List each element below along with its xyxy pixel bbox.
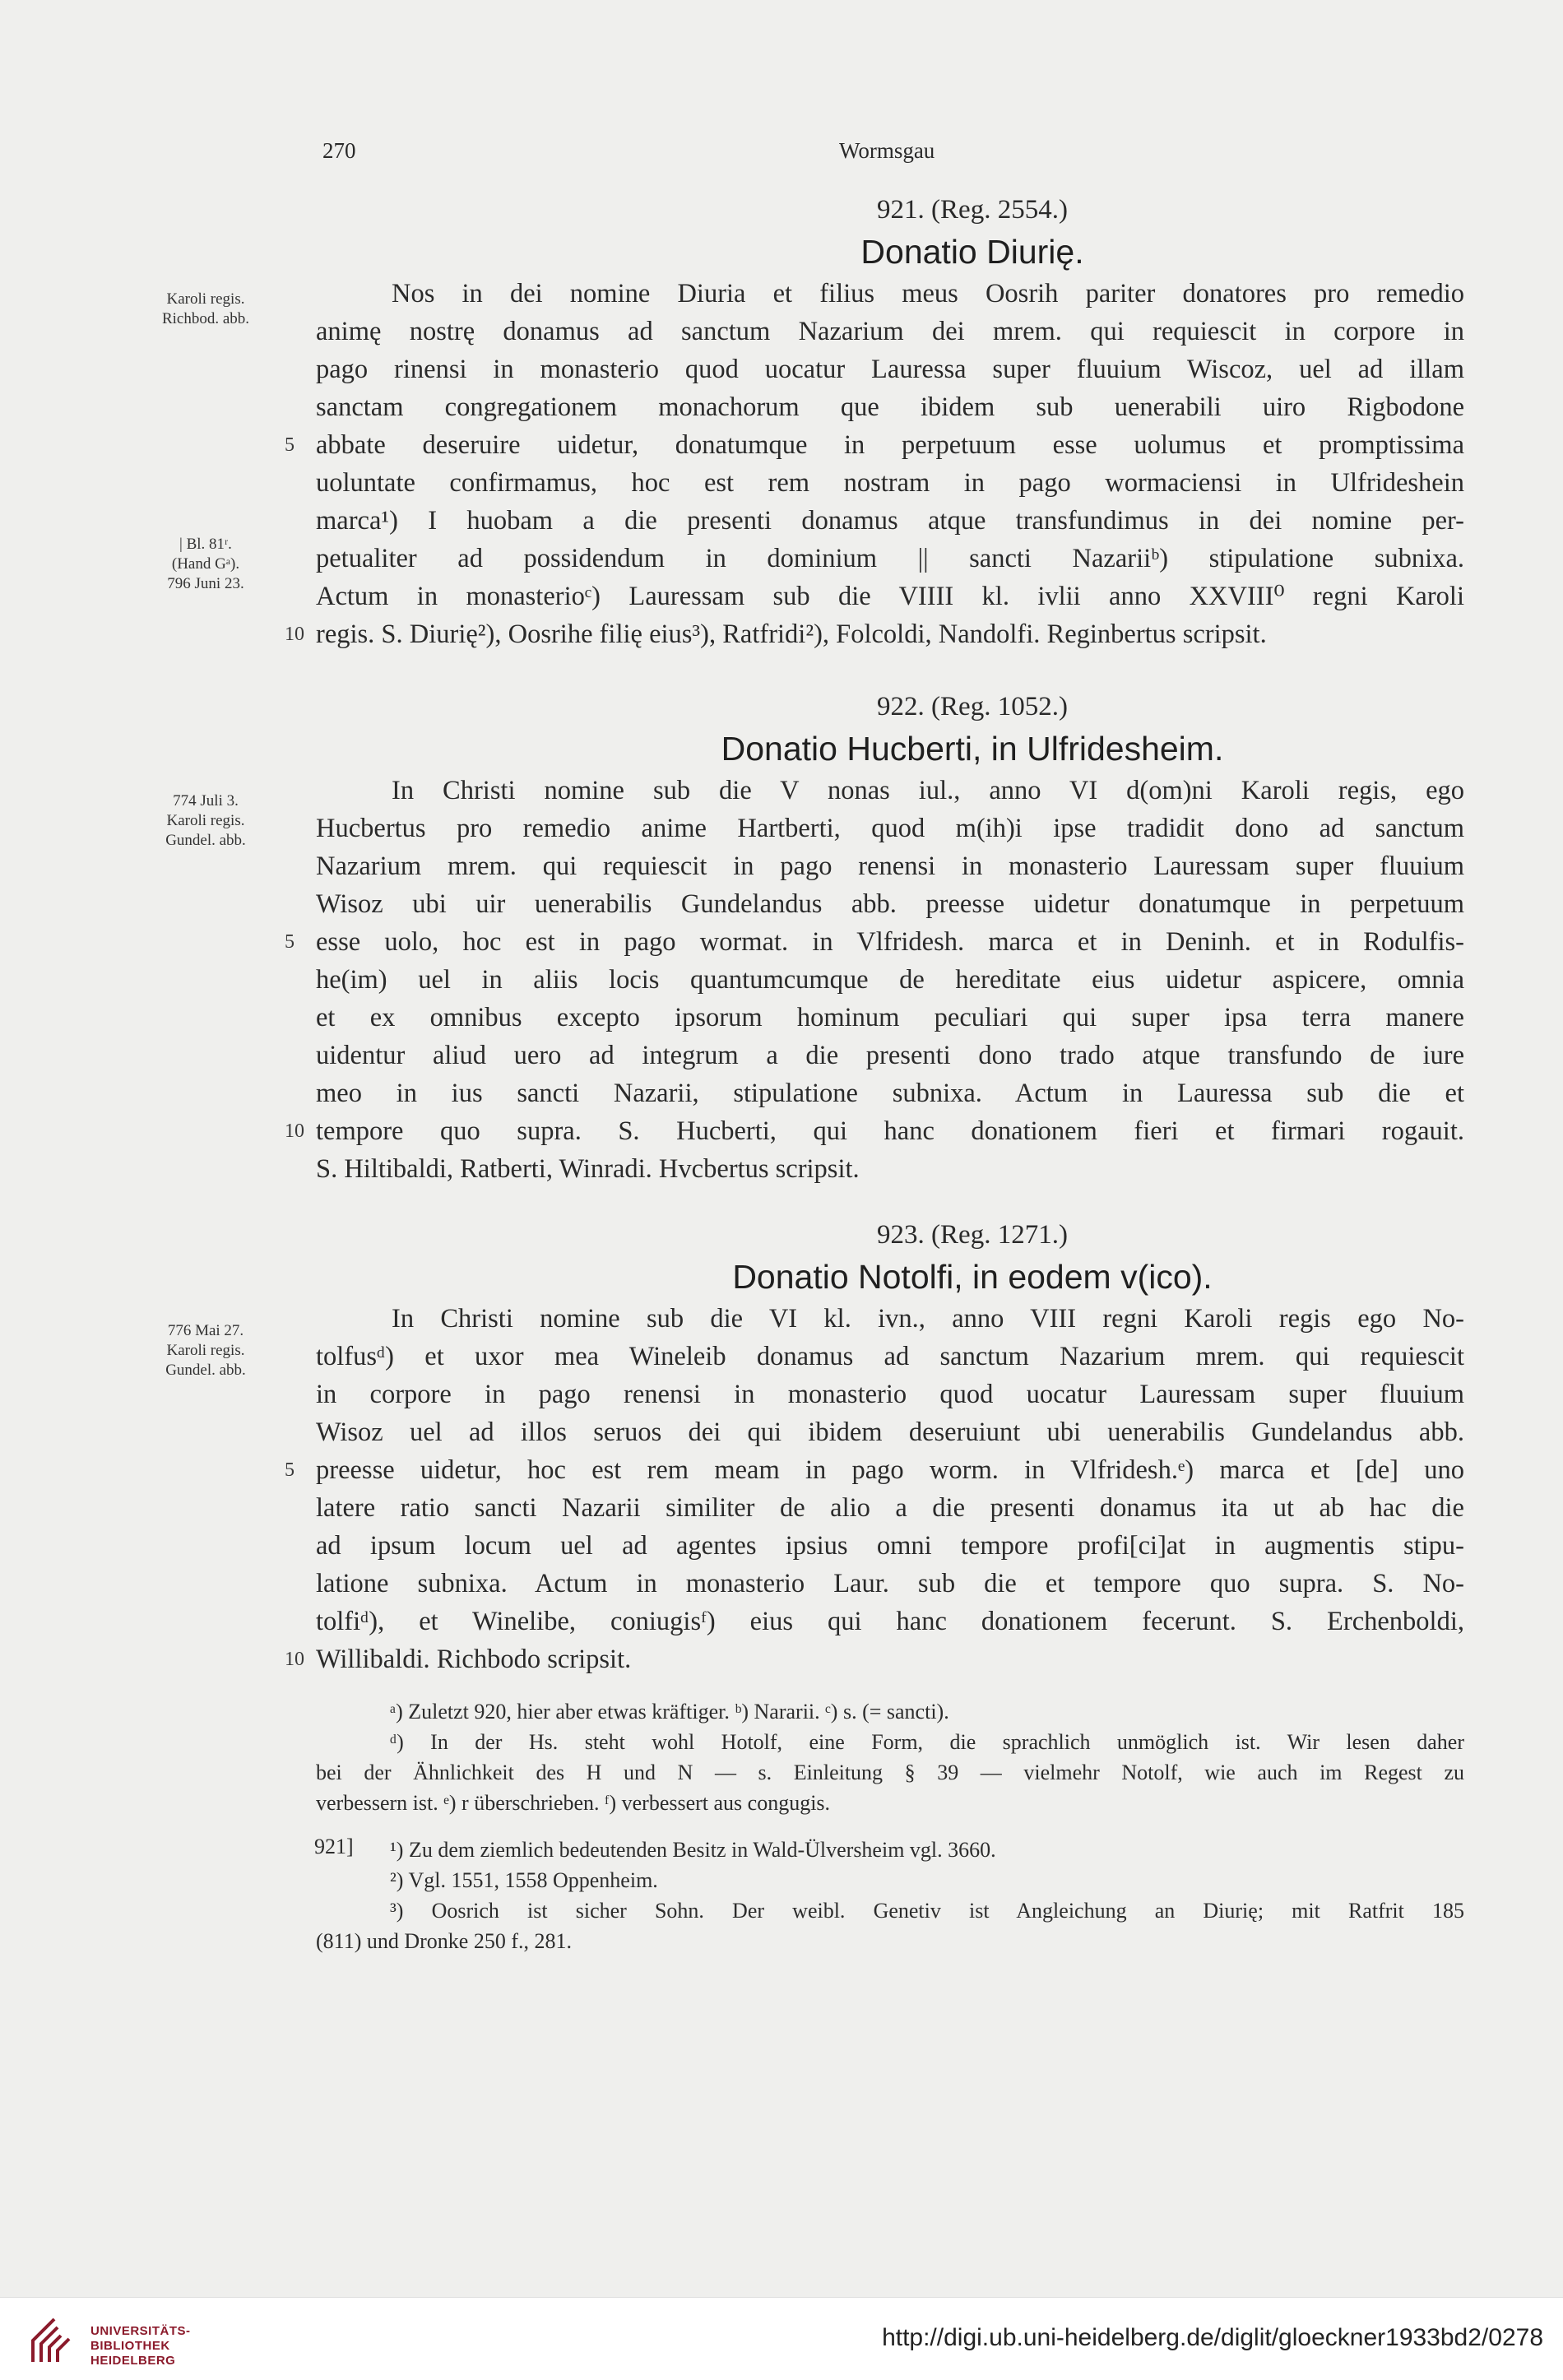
text-line: pago rinensi in monasterio quod uocatur Lauressa super fluuium Wiscoz, uel ad illam (316, 355, 1464, 384)
library-name-line: HEIDELBERG (90, 2354, 176, 2368)
entry-title: Donatio Diurię. (860, 233, 1084, 271)
entry-number: 923. (Reg. 1271.) (877, 1220, 1068, 1250)
text-line: latione subnixa. Actum in monasterio Laur. sub die et tempore quo supra. S. No- (316, 1569, 1464, 1598)
text-line: In Christi nomine sub die VI kl. ivn., anno VIII regni Karoli regis ego No- (392, 1304, 1464, 1334)
footnote-line: ²) Vgl. 1551, 1558 Oppenheim. (390, 1868, 658, 1892)
library-name-line: UNIVERSITÄTS- (90, 2324, 191, 2338)
line-number: 10 (285, 1649, 304, 1670)
text-line (285, 923, 1464, 961)
text-line-content: tempore quo supra. S. Hucberti, qui hanc donationem fieri et firmari rogauit. (316, 1116, 1464, 1146)
text-line: In Christi nomine sub die V nonas iul., anno VI d(om)ni Karoli regis, ego (392, 776, 1464, 805)
text-line (285, 615, 1464, 653)
text-line (285, 1640, 1464, 1678)
text-line: Nos in dei nomine Diuria et filius meus Oosrih pariter donatores pro remedio (392, 279, 1464, 309)
footnote-line: ᵈ) In der Hs. steht wohl Hotolf, eine Form, die sprachlich unmöglich ist. Wir lesen daher (390, 1730, 1464, 1754)
entry-title: Donatio Hucberti, in Ulfridesheim. (721, 730, 1224, 768)
page-number: 270 (322, 138, 356, 163)
entry-title: Donatio Notolfi, in eodem v(ico). (732, 1258, 1213, 1296)
text-line: meo in ius sancti Nazarii, stipulatione subnixa. Actum in Lauressa sub die et (316, 1079, 1464, 1108)
footnote-line: ¹) Zu dem ziemlich bedeutenden Besitz in Wald-Ülversheim vgl. 3660. (390, 1838, 996, 1862)
text-line: marca¹) I huobam a die presenti donamus atque transfundimus in dei nomine per- (316, 506, 1464, 536)
margin-note (123, 791, 288, 851)
entry-crossref: 921] (314, 1835, 354, 1858)
margin-note (123, 535, 288, 594)
text-line: Nazarium mrem. qui requiescit in pago renensi in monasterio Lauressam super fluuium (316, 851, 1464, 881)
text-line: he(im) uel in aliis locis quantumcumque de hereditate eius uidetur aspicere, omnia (316, 965, 1464, 995)
line-number: 5 (285, 1459, 295, 1481)
entry-number: 921. (Reg. 2554.) (877, 195, 1068, 225)
text-line: Actum in monasterioᶜ) Lauressam sub die VIIII kl. ivlii anno XXVIII⁰ regni Karoli (316, 582, 1464, 611)
line-number: 5 (285, 931, 295, 953)
text-line-content: abbate deseruire uidetur, donatumque in perpetuum esse uolumus et promptissima (316, 430, 1464, 460)
margin-note-text: 776 Mai 27. Karoli regis. Gundel. abb. (165, 1322, 246, 1379)
footnote-line: bei der Ähnlichkeit des H und N — s. Einleitung § 39 — vielmehr Notolf, wie auch im Regest zu (316, 1761, 1464, 1784)
critical-apparatus (316, 1696, 1464, 1818)
text-line: S. Hiltibaldi, Ratberti, Winradi. Hvcbertus scripsit. (316, 1154, 860, 1184)
text-line-content: esse uolo, hoc est in pago wormat. in Vlfridesh. marca et in Deninh. et in Rodulfis- (316, 927, 1464, 957)
entry-text (285, 772, 1464, 1188)
margin-note (123, 1321, 288, 1380)
text-line: uoluntate confirmamus, hoc est rem nostram in pago wormaciensi in Ulfrideshein (316, 468, 1464, 498)
margin-note-text: 774 Juli 3. Karoli regis. Gundel. abb. (165, 792, 246, 849)
charter-entry-922 (285, 688, 1464, 1188)
text-line (285, 426, 1464, 464)
charter-entry-923 (285, 1216, 1464, 1678)
charter-entry-921 (285, 191, 1464, 653)
text-line: Wisoz ubi uir uenerabilis Gundelandus abb. preesse uidetur donatumque in perpetuum (316, 889, 1464, 919)
library-name-line: BIBLIOTHEK (90, 2339, 170, 2353)
text-line: sanctam congregationem monachorum que ibidem sub uenerabili uiro Rigbodone (316, 392, 1464, 422)
text-line: latere ratio sancti Nazarii similiter de alio a die presenti donamus ita ut ab hac die (316, 1493, 1464, 1523)
text-line-content: regis. S. Diurię²), Oosrihe filię eius³), Ratfridi²), Folcoldi, Nandolfi. Reginbertus scripsit. (316, 619, 1267, 649)
footnote-line: (811) und Dronke 250 f., 281. (316, 1929, 572, 1953)
text-line: Hucbertus pro remedio anime Hartberti, quod m(ih)i ipse tradidit dono ad sanctum (316, 814, 1464, 843)
text-line (285, 1451, 1464, 1489)
entry-text (285, 275, 1464, 653)
text-line-content: Willibaldi. Richbodo scripsit. (316, 1645, 632, 1674)
text-line (285, 1112, 1464, 1150)
text-line: et ex omnibus excepto ipsorum hominum peculiari qui super ipsa terra manere (316, 1003, 1464, 1032)
line-number: 5 (285, 434, 295, 456)
text-line: tolfiᵈ), et Winelibe, coniugisᶠ) eius qui hanc donationem fecerunt. S. Erchenboldi, (316, 1607, 1464, 1636)
footnote-line: ᵃ) Zuletzt 920, hier aber etwas kräftiger. ᵇ) Nararii. ᶜ) s. (= sancti). (390, 1700, 949, 1724)
text-line: ad ipsum locum uel ad agentes ipsius omni tempore profi[ci]at in augmentis stipu- (316, 1531, 1464, 1561)
permalink-url[interactable]: http://digi.ub.uni-heidelberg.de/diglit/gloeckner1933bd2/0278 (882, 2324, 1543, 2351)
running-title: Wormsgau (839, 138, 935, 163)
line-number: 10 (285, 624, 304, 645)
text-line: Wisoz uel ad illos seruos dei qui ibidem deseruiunt ubi uenerabilis Gundelandus abb. (316, 1417, 1464, 1447)
page-header (0, 138, 1563, 171)
text-line: tolfusᵈ) et uxor mea Wineleib donamus ad sanctum Nazarium mrem. qui requiescit (316, 1342, 1464, 1371)
margin-note-text: | Bl. 81ʳ. (Hand Gᵃ). 796 Juni 23. (167, 536, 244, 592)
margin-note-text: Karoli regis. Richbod. abb. (161, 290, 250, 327)
text-line: petualiter ad possidendum in dominium || sancti Nazariiᵇ) stipulatione subnixa. (316, 544, 1464, 573)
margin-note (123, 290, 288, 329)
footnote-line: ³) Oosrich ist sicher Sohn. Der weibl. Genetiv ist Angleichung an Diurię; mit Ratfrit 185 (390, 1899, 1464, 1923)
viewer-footer (0, 2297, 1563, 2380)
library-name (90, 2324, 191, 2368)
entry-text (285, 1300, 1464, 1678)
footnote-line: verbessern ist. ᵉ) r überschrieben. ᶠ) verbessert aus congugis. (316, 1791, 831, 1815)
library-logo-icon (30, 2316, 82, 2365)
line-number: 10 (285, 1120, 304, 1142)
text-line: in corpore in pago renensi in monasterio quod uocatur Lauressam super fluuium (316, 1380, 1464, 1409)
entry-number: 922. (Reg. 1052.) (877, 692, 1068, 721)
text-line: uidentur aliud uero ad integrum a die presenti dono trado atque transfundo de iure (316, 1041, 1464, 1070)
commentary-notes (316, 1835, 1464, 1956)
text-line: animę nostrę donamus ad sanctum Nazarium dei mrem. qui requiescit in corpore in (316, 317, 1464, 346)
text-line-content: preesse uidetur, hoc est rem meam in pago worm. in Vlfridesh.ᵉ) marca et [de] uno (316, 1455, 1464, 1485)
